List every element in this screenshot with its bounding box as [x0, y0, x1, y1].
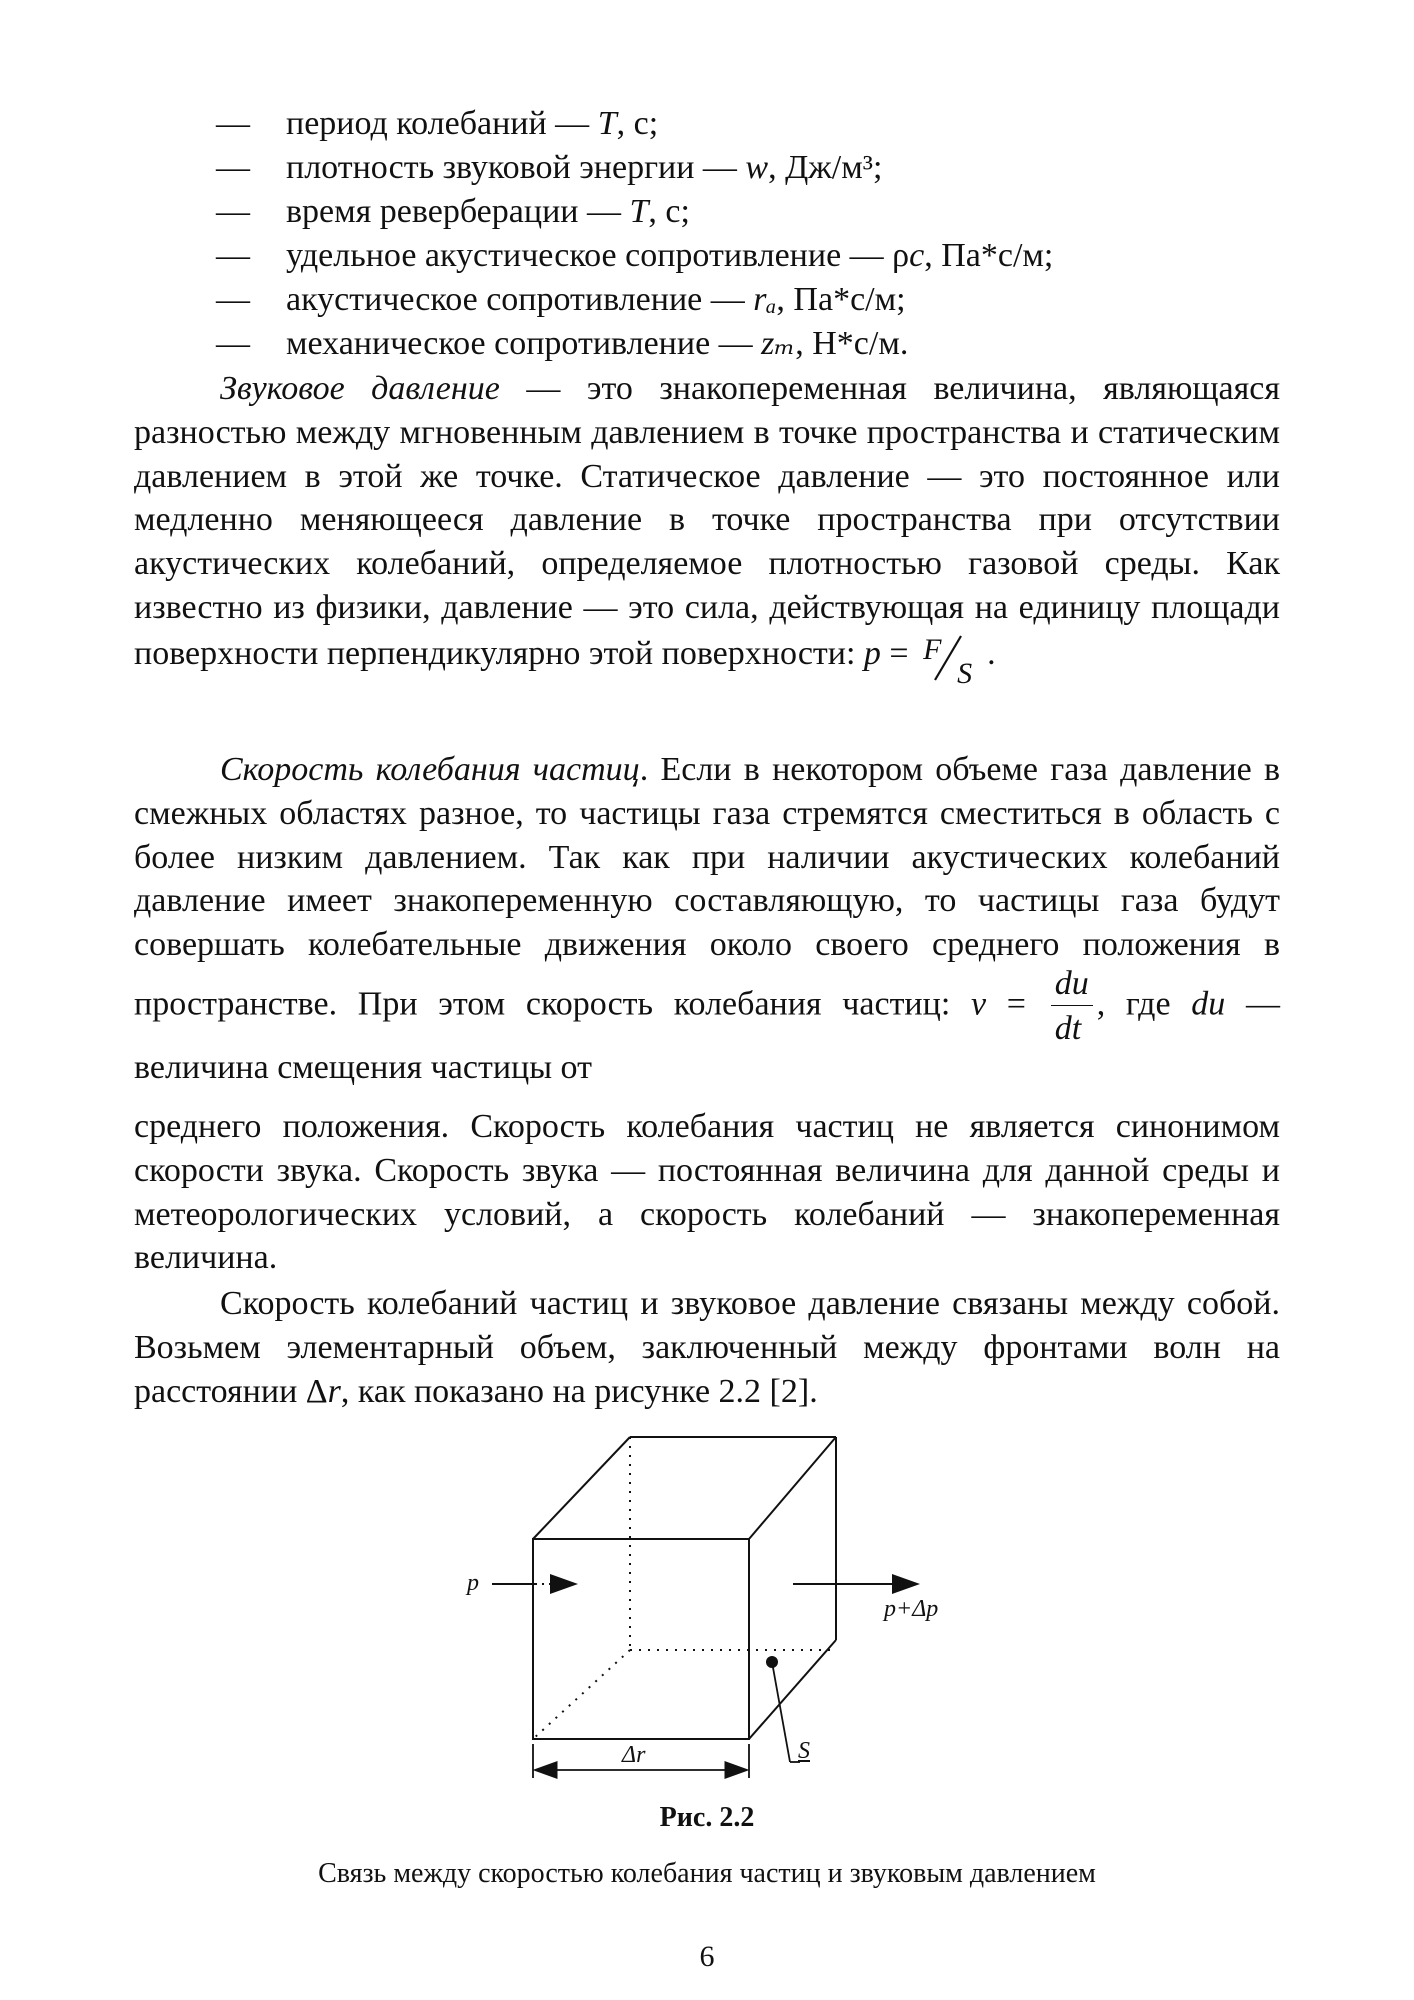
list-item: — период колебаний — T, с;: [216, 105, 659, 142]
paragraph-sound-pressure: Звуковое давление — это знакопеременная величина, являющаяся разностью между мгновенным давлением в точке пространства и статическим давлением в этой же точке. Статическое давление — это постоянное или медленно меняющееся давление в точке пространства при отсутствии акустических колебаний, определяемое плотностью газовой среды. Как известно из физики, давление — это сила, действующая на единицу площади поверхности перпендикулярно этой поверхности: p = F S .: [134, 370, 1281, 690]
label-delta-r: Δr: [622, 1742, 646, 1768]
label-p-plus-dp: p+Δp: [884, 1596, 939, 1622]
figure-caption-text: Связь между скоростью колебания частиц и звуковым давлением: [318, 1858, 1096, 1889]
formula-pressure-lhs: p: [863, 634, 881, 672]
list-item: — акустическое сопротивление — rₐ, Па*с/м;: [216, 281, 906, 318]
cube-front-face: [533, 1539, 749, 1739]
label-p: p: [467, 1570, 479, 1596]
list-item: — плотность звуковой энергии — w, Дж/м³;: [216, 149, 883, 186]
label-s: S: [798, 1738, 810, 1764]
formula-velocity-fraction: $\frac{du}{dt}$: [1051, 967, 1093, 1046]
list-item: — время реверберации — T, с;: [216, 193, 690, 230]
list-item: — механическое сопротивление — zₘ, Н*с/м.: [216, 325, 909, 362]
formula-pressure-fraction: F S: [923, 632, 973, 690]
paragraph-relation: Скорость колебаний частиц и звуковое давление связаны между собой. Возьмем элементарный объем, заключенный между фронтами волн на расстоянии Δr, как показано на рисунке 2.2 [2].: [134, 1285, 1280, 1410]
figure-caption-title: Рис. 2.2: [659, 1802, 755, 1833]
page-number: 6: [699, 1940, 715, 1973]
paragraph-velocity-continued: среднего положения. Скорость колебания частиц не является синонимом скорости звука. Скорость звука — постоянная величина для данной среды и метеорологических условий, а скорость колебаний — знакопеременная величина.: [134, 1108, 1280, 1277]
list-item: — удельное акустическое сопротивление — ρc, Па*с/м;: [216, 237, 1054, 274]
formula-velocity-lhs: v: [970, 985, 987, 1023]
paragraph-particle-velocity: Скорость колебания частиц. Если в некотором объеме газа давление в смежных областях разное, то частицы газа стремятся сместиться в область с более низким давлением. Так как при наличии акустических колебаний давление имеет знакопеременную составляющую, то частицы газа будут совершать колебательные движения около своего среднего положения в пространстве. При этом скорость колебания частиц: v = $\frac{du}{dt}$ , где du — величина смещения частицы от: [134, 751, 1281, 1086]
